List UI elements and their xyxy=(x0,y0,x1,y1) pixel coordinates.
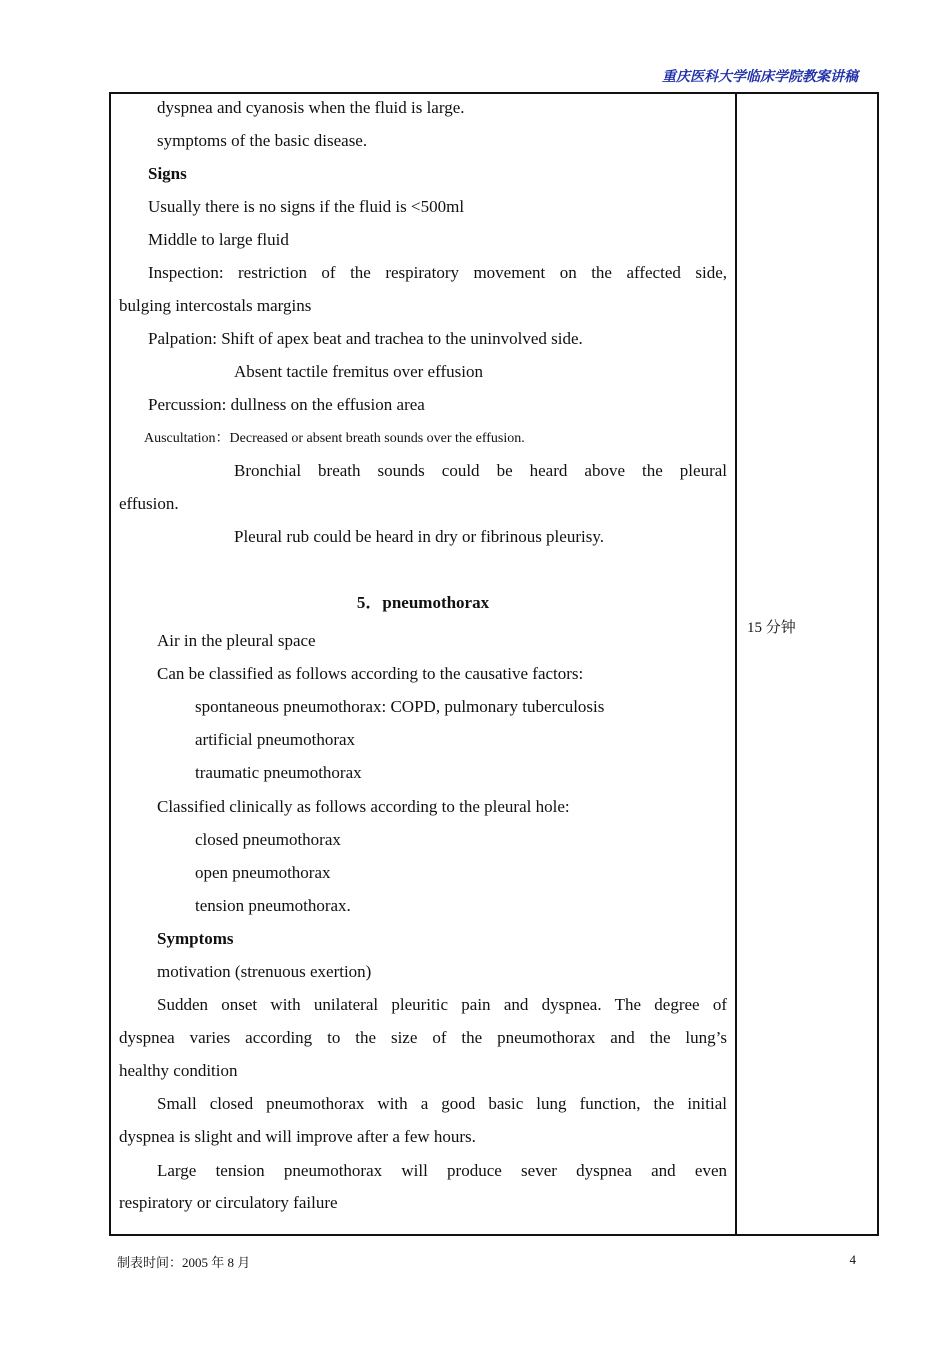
time-allocation: 15 分钟 xyxy=(747,620,796,636)
text-line: Sudden onset with unilateral pleuritic pain and dyspnea. The degree of xyxy=(157,995,727,1014)
text-line: Bronchial breath sounds could be heard above the pleural xyxy=(234,461,727,480)
text-line: Absent tactile fremitus over effusion xyxy=(234,362,483,381)
list-item: traumatic pneumothorax xyxy=(195,763,362,782)
text-line: symptoms of the basic disease. xyxy=(157,131,368,150)
text-line: dyspnea is slight and will improve after a few hours. xyxy=(119,1127,476,1146)
text-line: Palpation: Shift of apex beat and trachea to the uninvolved side. xyxy=(148,329,583,348)
text-line: Classified clinically as follows according to the pleural hole: xyxy=(157,797,570,816)
text-line: effusion. xyxy=(119,494,179,513)
text-line: Percussion: dullness on the effusion area xyxy=(148,395,425,414)
text-line: Air in the pleural space xyxy=(157,631,316,650)
text-line: Usually there is no signs if the fluid is <500ml xyxy=(148,197,465,216)
list-item: open pneumothorax xyxy=(195,863,331,882)
text-line: bulging intercostals margins xyxy=(119,296,312,315)
text-line: Small closed pneumothorax with a good basic lung function, the initial xyxy=(157,1094,727,1113)
text-line: Auscultation：Decreased or absent breath sounds over the effusion. xyxy=(144,431,525,446)
text-line: Inspection: restriction of the respiratory movement on the affected side, xyxy=(148,263,727,282)
document-header: 重庆医科大学临床学院教案讲稿 xyxy=(662,70,858,85)
text-line: Can be classified as follows according to the causative factors: xyxy=(157,664,584,683)
column-divider xyxy=(735,92,737,1236)
text-line: Middle to large fluid xyxy=(148,230,289,249)
section-heading-symptoms: Symptoms xyxy=(157,929,234,948)
text-line: dyspnea and cyanosis when the fluid is large. xyxy=(157,98,465,117)
list-item: spontaneous pneumothorax: COPD, pulmonary tuberculosis xyxy=(195,697,605,716)
list-item: closed pneumothorax xyxy=(195,830,341,849)
list-item: artificial pneumothorax xyxy=(195,730,356,749)
page-number: 4 xyxy=(849,1252,856,1267)
text-line: healthy condition xyxy=(119,1061,238,1080)
text-line: Large tension pneumothorax will produce sever dyspnea and even xyxy=(157,1161,727,1180)
section-heading-signs: Signs xyxy=(148,164,187,183)
section-heading-pneumothorax: 5．pneumothorax xyxy=(356,593,490,612)
footer-date: 制表时间：2005 年 8 月 xyxy=(117,1255,251,1270)
text-line: motivation (strenuous exertion) xyxy=(157,962,372,981)
list-item: tension pneumothorax. xyxy=(195,896,351,915)
text-line: Pleural rub could be heard in dry or fibrinous pleurisy. xyxy=(234,527,604,546)
text-line: respiratory or circulatory failure xyxy=(119,1193,338,1212)
text-line: dyspnea varies according to the size of the pneumothorax and the lung’s xyxy=(119,1028,727,1047)
